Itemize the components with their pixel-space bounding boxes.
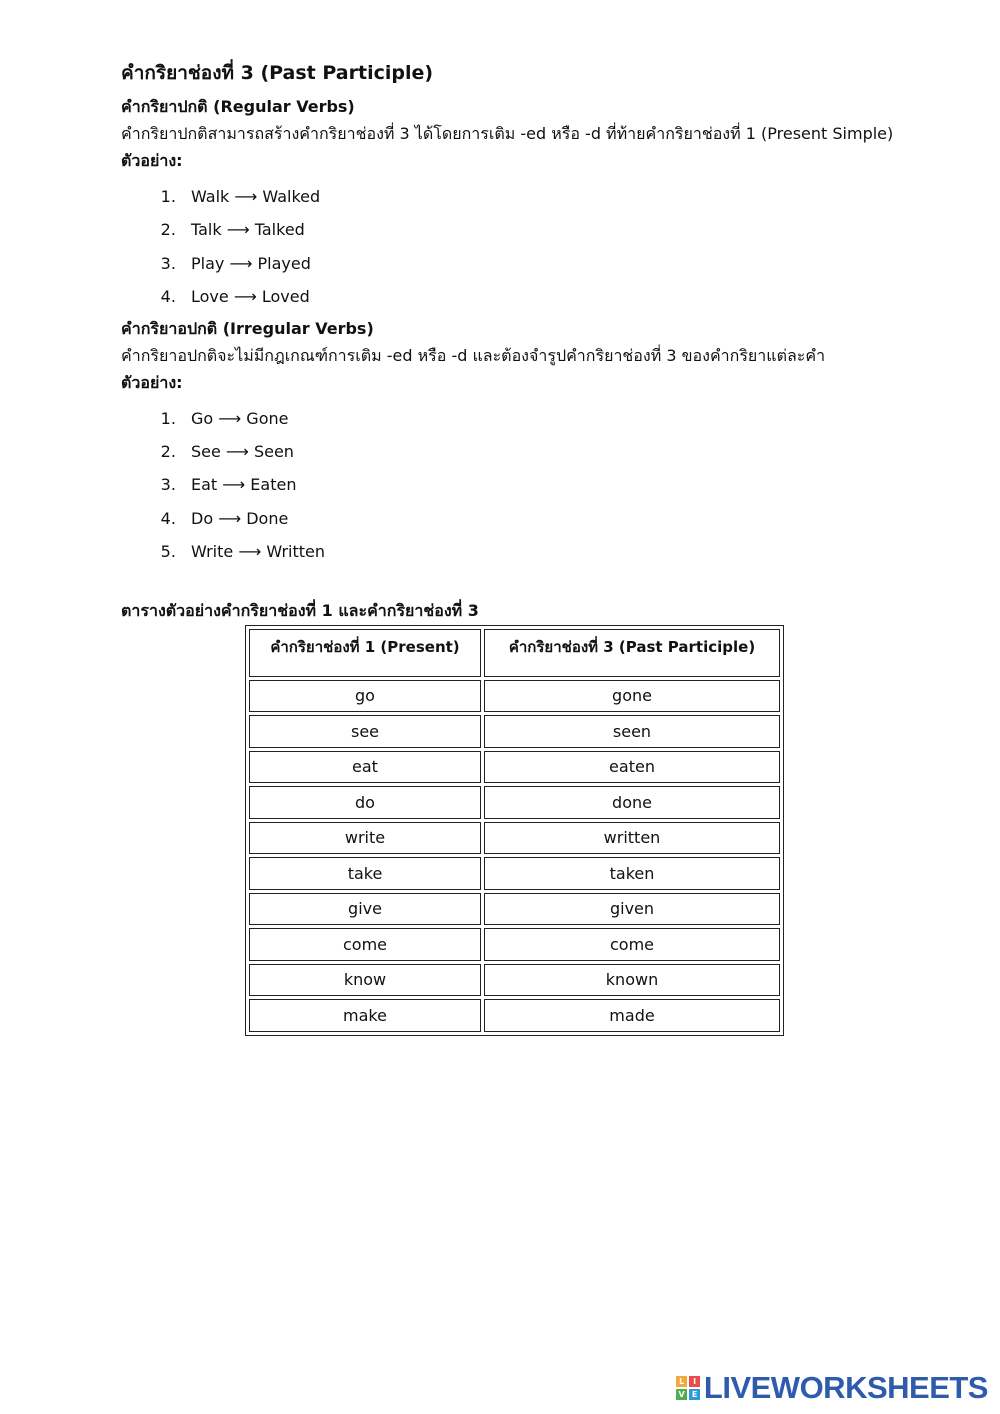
list-item: 2. Talk ⟶ Talked [181,213,921,246]
table-cell: seen [484,715,780,748]
table-cell: eat [249,751,481,784]
table-title: ตารางตัวอย่างคำกริยาช่องที่ 1 และคำกริยาช่องที่ 3 [121,600,479,620]
regular-verbs-description: คำกริยาปกติสามารถสร้างคำกริยาช่องที่ 3 ได้โดยการเติม -ed หรือ -d ที่ท้ายคำกริยาช่องที่ 1 (Present Simple) [121,124,894,143]
logo-tile: E [689,1389,700,1400]
table-row [249,822,780,855]
list-item: 2. See ⟶ Seen [181,435,921,468]
table-header-row [249,629,780,677]
list-item: 4. Do ⟶ Done [181,502,921,535]
table-cell: taken [484,857,780,890]
logo-tile: L [676,1376,687,1387]
liveworksheets-logo-icon [676,1376,700,1400]
table-cell: given [484,893,780,926]
table-row [249,786,780,819]
irregular-examples-list [121,402,921,569]
table-cell: eaten [484,751,780,784]
table-row [249,751,780,784]
table-row [249,680,780,713]
table-cell: come [249,928,481,961]
table-row [249,857,780,890]
table-cell: made [484,999,780,1032]
table-cell: go [249,680,481,713]
table-row [249,928,780,961]
table-row [249,964,780,997]
list-item: 3. Play ⟶ Played [181,247,921,280]
table-cell: gone [484,680,780,713]
table-row [249,715,780,748]
regular-verbs-heading: คำกริยาปกติ (Regular Verbs) [121,97,355,116]
table-cell: come [484,928,780,961]
list-item: 3. Eat ⟶ Eaten [181,468,921,501]
table-cell: known [484,964,780,997]
table-cell: write [249,822,481,855]
logo-text: LIVEWORKSHEETS [703,1370,988,1405]
verb-table [245,625,784,1036]
regular-example-label: ตัวอย่าง: [121,151,183,170]
irregular-example-label: ตัวอย่าง: [121,372,183,392]
regular-examples-list [121,180,921,314]
table-cell: see [249,715,481,748]
logo-tile: V [676,1389,687,1400]
list-item: 4. Love ⟶ Loved [181,280,921,313]
column-header-past-participle: คำกริยาช่องที่ 3 (Past Participle) [484,629,780,677]
table-cell: know [249,964,481,997]
irregular-verbs-heading: คำกริยาอปกติ (Irregular Verbs) [121,318,374,338]
table-cell: done [484,786,780,819]
irregular-verbs-description: คำกริยาอปกติจะไม่มีกฎเกณฑ์การเติม -ed หรือ -d และต้องจำรูปคำกริยาช่องที่ 3 ของคำกริยาแต่ละคำ [121,345,826,365]
table-row [249,893,780,926]
table-row [249,999,780,1032]
table-cell: written [484,822,780,855]
table-cell: do [249,786,481,819]
logo-tile: I [689,1376,700,1387]
list-item: 1. Walk ⟶ Walked [181,180,921,213]
list-item: 1. Go ⟶ Gone [181,402,921,435]
document-title: คำกริยาช่องที่ 3 (Past Participle) [121,62,434,84]
worksheet-page [121,58,921,1036]
table-cell: make [249,999,481,1032]
list-item: 5. Write ⟶ Written [181,535,921,568]
table-cell: take [249,857,481,890]
table-cell: give [249,893,481,926]
column-header-present: คำกริยาช่องที่ 1 (Present) [249,629,481,677]
liveworksheets-logo[interactable] [676,1370,988,1406]
